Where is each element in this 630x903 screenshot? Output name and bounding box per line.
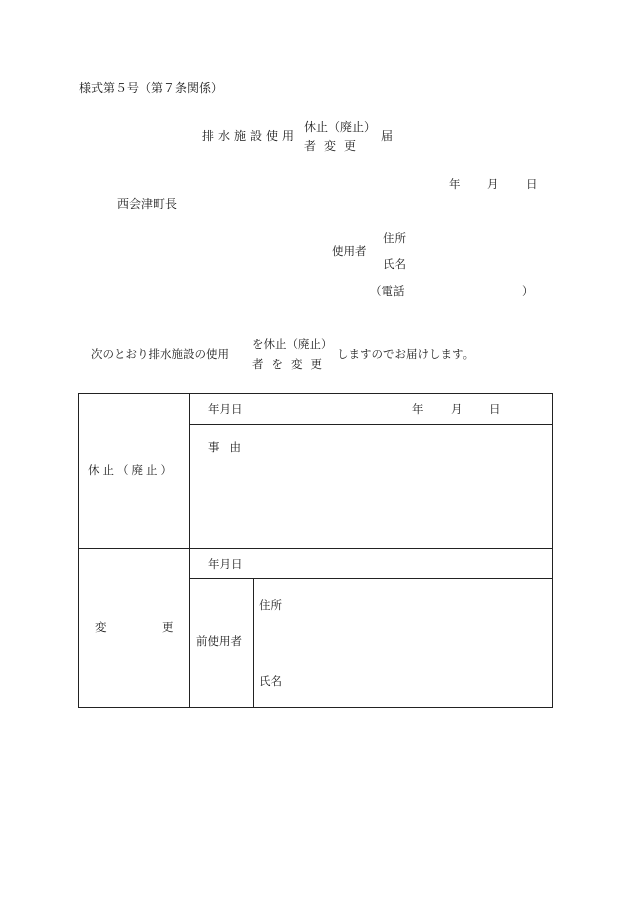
previous-user-address-label: 住所 [259,598,282,612]
suspend-date-day: 日 [489,402,501,416]
previous-user-label: 前使用者 [196,634,242,648]
applicant-label: 使用者 [332,244,367,258]
suspend-reason-label: 事由 [208,440,251,454]
statement-suffix: しますのでお届けします。 [337,347,475,361]
form-table [78,393,553,708]
statement-option-suspend: を休止（廃止） [252,337,333,351]
suspend-date-month: 月 [451,402,463,416]
change-section-label-left: 変 [95,620,107,634]
date-year: 年 [449,177,461,191]
suspend-date-cell[interactable] [190,394,553,425]
previous-user-info-cell[interactable] [254,579,553,708]
suspend-section-label: 休止（廃止） [88,463,175,477]
title-option-suspend: 休止（廃止） [304,120,377,134]
date-day: 日 [526,177,538,191]
previous-user-label-cell [190,579,254,708]
title-prefix: 排水施設使用 [202,129,299,143]
statement-option-change: 者を変更 [252,357,330,371]
title-option-change: 者変更 [304,139,365,153]
phone-close: ） [522,284,534,298]
change-date-label: 年月日 [208,557,243,571]
title-suffix: 届 [381,129,394,143]
applicant-address-label: 住所 [383,231,406,245]
applicant-name-label: 氏名 [383,257,406,271]
previous-user-name-label: 氏名 [259,674,282,688]
addressee: 西会津町長 [117,197,178,211]
suspend-reason-cell[interactable] [190,425,553,549]
suspend-date-year: 年 [412,402,424,416]
suspend-date-label: 年月日 [208,402,243,416]
phone-open: （電話 [370,284,405,298]
change-section-label-right: 更 [162,620,174,634]
change-date-cell[interactable] [190,549,553,579]
date-month: 月 [487,177,499,191]
change-section-label-cell [79,549,190,708]
form-number: 様式第５号（第７条関係） [79,81,224,95]
statement-prefix: 次のとおり排水施設の使用 [91,347,229,361]
suspend-section-label-cell [79,394,190,549]
